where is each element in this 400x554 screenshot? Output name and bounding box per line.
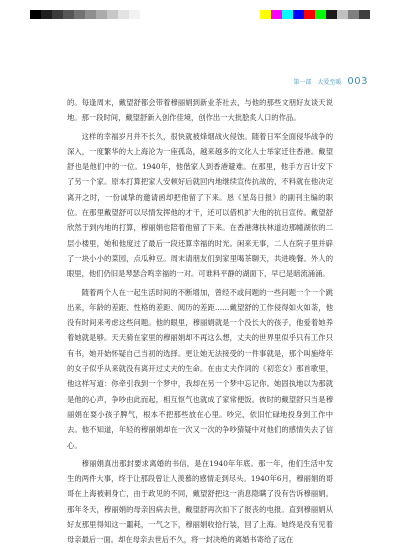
color-swatch bbox=[41, 10, 52, 19]
color-swatch bbox=[337, 10, 348, 19]
color-swatch bbox=[304, 10, 315, 19]
color-swatch bbox=[315, 10, 326, 19]
color-swatch bbox=[282, 10, 293, 19]
color-swatch bbox=[85, 10, 96, 19]
color-calibration-strip bbox=[30, 10, 140, 19]
color-swatch bbox=[52, 10, 63, 19]
color-swatch bbox=[74, 10, 85, 19]
body-text bbox=[67, 95, 333, 548]
color-swatch bbox=[129, 10, 140, 19]
color-swatch bbox=[63, 10, 74, 19]
section-title: 第一部 大爱至暖 bbox=[293, 79, 342, 86]
color-swatch bbox=[118, 10, 129, 19]
color-swatch bbox=[30, 10, 41, 19]
color-swatch bbox=[260, 10, 271, 19]
paragraph: 穆丽娟真出那封要求离婚的书信，是在1940年年底。那一年，他们生活中发生的两件大事，终于让那段曾让人羡慕的感情走到尽头。1940年6月，穆丽娟的哥哥在上海被刺身亡，由于政见的不同，戴望舒把这一消息隐瞒了没有告诉穆丽娟。那年冬天，穆丽娟的母亲因病去世，戴望舒再次扣下了报丧的电报。直到穆丽娟从好友那里得知这一噩耗，一气之下，穆丽娟收拾行装，回了上海。她终是没有见着母亲最后一面。却在母亲去世后不久，将一封决绝的离婚书寄给了远在 bbox=[67, 458, 333, 545]
page-number: 003 bbox=[347, 76, 368, 87]
color-swatch bbox=[293, 10, 304, 19]
running-header bbox=[293, 76, 368, 87]
color-swatch bbox=[96, 10, 107, 19]
paragraph: 这样的幸福岁月并不长久，很快就被烽烟战火侵蚀。随着日军全面侵华战争的深入，一度繁华的大上海沦为一座孤岛，越来越多的文化人士举家迁往香港。戴望舒也是他们中的一位。1940年，他偕家人到香港避难。在那里，他手方百计安下了另一个家。原本打算把家人安顿好后就回内地继续宣传抗战的，不料就在他决定离开之时，一份诚挚的邀请函却把他留了下来。恳《星岛日报》的副刊主编的职位。在那里戴望舒可以尽情发挥他的才干，还可以借机扩大他的抗日宣传。戴望舒欣然于到内地的打算，穆丽娟也陪着他留了下来。在香港薄扶林道边那幢湖依的二层小楼里，她和他度过了最后一段还算幸福的时光。闲来无事，二人在院子里并辟了一块小小的菜园，点瓜种豆。周末请朋友们到家里喝茶聊天，共进晚餐。外人的眼里，他们仍旧是琴瑟合鸣幸福的一对。可谁料平静的湖面下，早已是暗流涌涌。 bbox=[67, 131, 333, 279]
paragraph: 的。每逢周末，戴望舒都会带着穆丽娟到新业茶社去，与他的那些文朋好友谈天说地。那一段时间，戴望舒新入创作佳境，创作出一大批脍炙人口的作品。 bbox=[67, 98, 333, 123]
paragraph: 随着两个人在一起生活时间的不断增加，曾经不或问题的一些问题一个一个跳出来，年龄的差距、性格的差距、阅历的差距……戴望舒的工作侵得如火如荼，他没有时间来考虑这些问题。他的眼里，穆丽娟就是一个没长大的孩子，他爱着她养着她就是够。天天骑在家里的穆丽娟却不再这么想，丈夫的世界里似乎只有工作只有书，她开始怀疑自己当初的选择。更让她无法接受的一件事就是，那个叫施绛年的女子似乎从来就没有离开过丈夫的生命。在由丈夫作词的《初恋女》那首歌里，他这样写道：你牵引我到一个梦中，我却在另一个梦中忘记你。她固执地以为那就是他的心声，争吵由此而起，相互怄气也就成了家常便饭。彼时的戴望舒只当是穆丽娟在耍小孩子脾气，根本不把那些放在心里。吵完，依旧忙碌地投身到工作中去。他不知道，年轻的穆丽娟却在一次又一次的争吵猜疑中对他们的感情失去了信心。 bbox=[67, 287, 333, 450]
color-swatch bbox=[348, 10, 359, 19]
color-swatch bbox=[326, 10, 337, 19]
grayscale-calibration-strip bbox=[260, 10, 370, 19]
color-swatch bbox=[359, 10, 370, 19]
color-swatch bbox=[107, 10, 118, 19]
color-swatch bbox=[271, 10, 282, 19]
